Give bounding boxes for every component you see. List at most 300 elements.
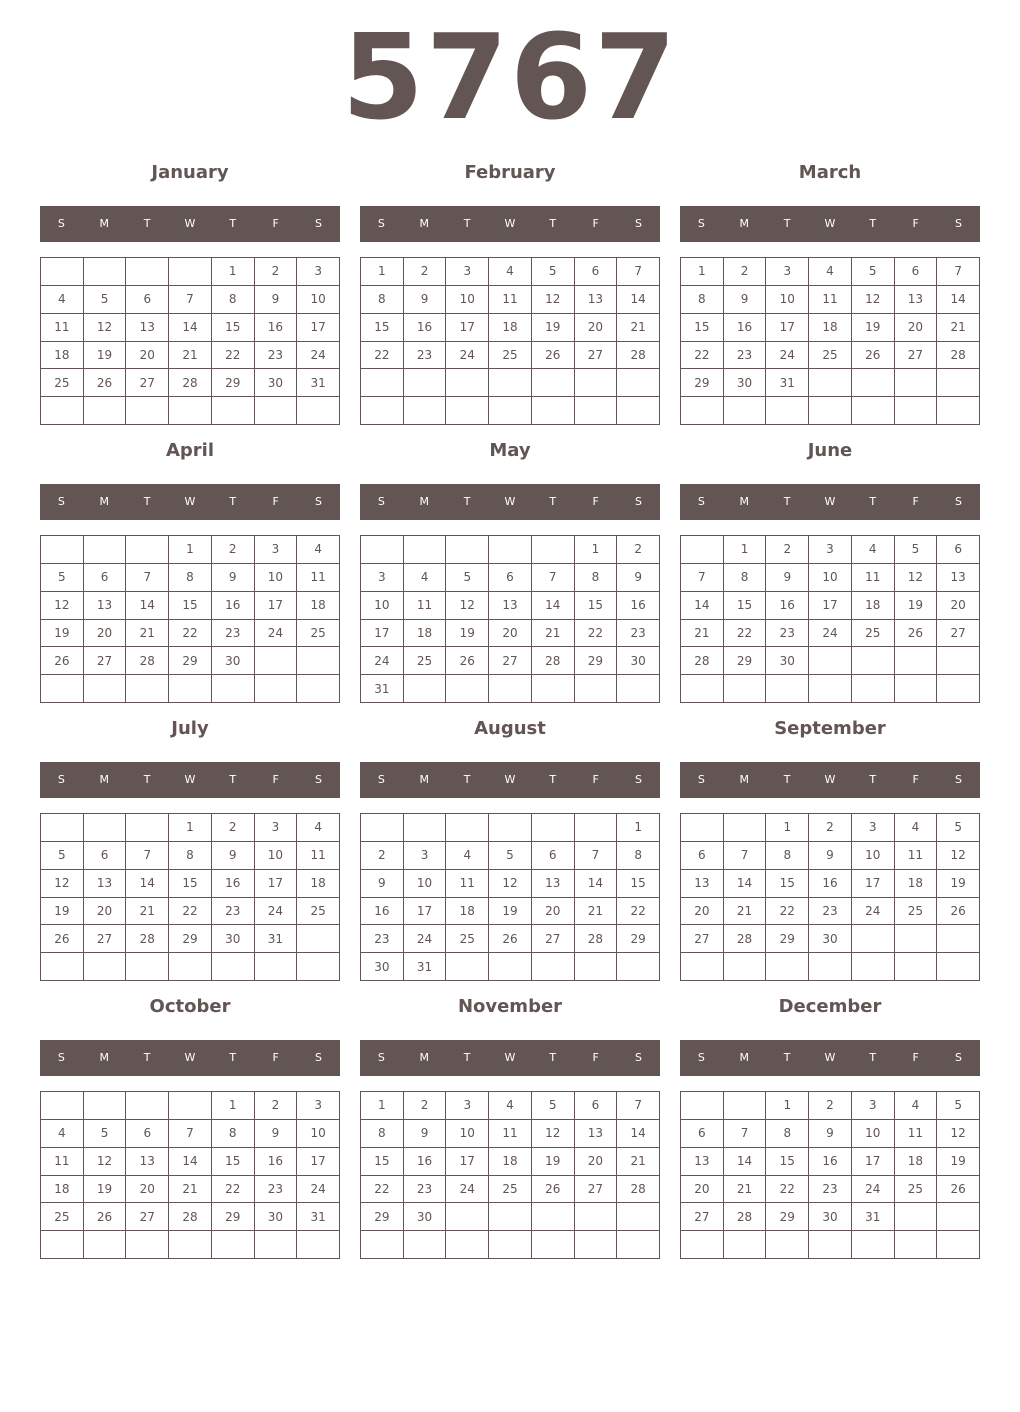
day-cell: 28 xyxy=(617,1176,660,1204)
weekday-label: T xyxy=(229,495,237,508)
day-cell: 9 xyxy=(212,842,255,870)
empty-cell xyxy=(41,675,84,703)
day-cell: 14 xyxy=(169,1148,212,1176)
empty-cell xyxy=(41,1231,84,1259)
empty-cell xyxy=(84,675,127,703)
day-cell: 22 xyxy=(361,1176,404,1204)
empty-cell xyxy=(84,1092,127,1120)
weekday-label: T xyxy=(869,1051,877,1064)
empty-cell xyxy=(681,953,724,981)
day-cell: 23 xyxy=(404,342,447,370)
day-cell: 4 xyxy=(297,536,340,564)
day-cell: 1 xyxy=(361,1092,404,1120)
day-cell: 27 xyxy=(681,1203,724,1231)
day-cell: 8 xyxy=(169,564,212,592)
weekday-label: T xyxy=(869,495,877,508)
day-grid xyxy=(360,257,660,425)
day-cell: 2 xyxy=(361,842,404,870)
empty-cell xyxy=(895,1203,938,1231)
empty-cell xyxy=(852,647,895,675)
day-cell: 27 xyxy=(575,1176,618,1204)
weekday-label: S xyxy=(697,773,705,786)
day-cell: 5 xyxy=(489,842,532,870)
day-cell: 28 xyxy=(937,342,980,370)
day-cell: 30 xyxy=(724,369,767,397)
weekday-label: T xyxy=(229,773,237,786)
day-cell: 7 xyxy=(126,564,169,592)
day-cell: 11 xyxy=(852,564,895,592)
empty-cell xyxy=(575,953,618,981)
day-cell: 15 xyxy=(766,870,809,898)
day-cell: 5 xyxy=(532,258,575,286)
day-cell: 25 xyxy=(41,369,84,397)
empty-cell xyxy=(937,675,980,703)
day-cell: 28 xyxy=(169,1203,212,1231)
weekday-label: S xyxy=(57,217,65,230)
month-name: May xyxy=(489,440,531,461)
day-cell: 22 xyxy=(169,898,212,926)
empty-cell xyxy=(126,953,169,981)
empty-cell xyxy=(489,814,532,842)
day-cell: 21 xyxy=(169,1176,212,1204)
empty-cell xyxy=(937,397,980,425)
day-cell: 30 xyxy=(404,1203,447,1231)
day-cell: 21 xyxy=(937,314,980,342)
day-cell: 15 xyxy=(575,592,618,620)
day-cell: 3 xyxy=(255,814,298,842)
empty-cell xyxy=(852,397,895,425)
day-cell: 18 xyxy=(446,898,489,926)
day-cell: 16 xyxy=(404,314,447,342)
day-cell: 22 xyxy=(361,342,404,370)
day-cell: 2 xyxy=(766,536,809,564)
month-name: April xyxy=(165,440,215,461)
day-cell: 12 xyxy=(532,1120,575,1148)
day-cell: 20 xyxy=(895,314,938,342)
weekday-label: W xyxy=(184,217,196,230)
day-cell: 5 xyxy=(446,564,489,592)
day-cell: 14 xyxy=(617,286,660,314)
weekday-label: S xyxy=(377,773,385,786)
empty-cell xyxy=(895,925,938,953)
day-cell: 30 xyxy=(361,953,404,981)
day-cell: 3 xyxy=(255,536,298,564)
day-cell: 9 xyxy=(212,564,255,592)
weekday-label: F xyxy=(592,217,599,230)
day-cell: 30 xyxy=(212,647,255,675)
day-cell: 15 xyxy=(212,314,255,342)
day-cell: 4 xyxy=(809,258,852,286)
day-cell: 16 xyxy=(617,592,660,620)
weekday-label: F xyxy=(272,773,279,786)
empty-cell xyxy=(361,814,404,842)
day-cell: 11 xyxy=(297,564,340,592)
weekday-label: F xyxy=(912,773,919,786)
weekday-label: F xyxy=(272,495,279,508)
day-cell: 21 xyxy=(617,314,660,342)
empty-cell xyxy=(681,397,724,425)
day-cell: 27 xyxy=(681,925,724,953)
day-cell: 7 xyxy=(126,842,169,870)
day-cell: 19 xyxy=(532,1148,575,1176)
day-cell: 11 xyxy=(895,1120,938,1148)
weekday-header xyxy=(40,484,340,520)
empty-cell xyxy=(404,369,447,397)
day-cell: 20 xyxy=(126,1176,169,1204)
empty-cell xyxy=(446,397,489,425)
weekday-label: T xyxy=(549,217,557,230)
day-cell: 26 xyxy=(532,342,575,370)
day-cell: 19 xyxy=(937,870,980,898)
day-cell: 19 xyxy=(937,1148,980,1176)
day-cell: 5 xyxy=(84,286,127,314)
day-cell: 6 xyxy=(84,842,127,870)
day-cell: 20 xyxy=(575,1148,618,1176)
day-cell: 25 xyxy=(446,925,489,953)
day-cell: 8 xyxy=(212,1120,255,1148)
day-cell: 1 xyxy=(212,258,255,286)
day-cell: 27 xyxy=(489,647,532,675)
day-cell: 20 xyxy=(84,898,127,926)
day-cell: 20 xyxy=(681,898,724,926)
empty-cell xyxy=(212,953,255,981)
empty-cell xyxy=(169,258,212,286)
weekday-label: M xyxy=(419,495,430,508)
day-cell: 3 xyxy=(446,258,489,286)
day-cell: 29 xyxy=(212,369,255,397)
empty-cell xyxy=(532,1231,575,1259)
weekday-label: F xyxy=(592,773,599,786)
empty-cell xyxy=(126,397,169,425)
day-cell: 22 xyxy=(212,1176,255,1204)
weekday-label: T xyxy=(229,217,237,230)
day-cell: 7 xyxy=(575,842,618,870)
day-cell: 19 xyxy=(532,314,575,342)
day-cell: 19 xyxy=(41,620,84,648)
day-cell: 6 xyxy=(575,1092,618,1120)
empty-cell xyxy=(404,397,447,425)
day-cell: 25 xyxy=(297,898,340,926)
day-cell: 3 xyxy=(852,814,895,842)
weekday-label: T xyxy=(549,495,557,508)
day-cell: 10 xyxy=(404,870,447,898)
day-cell: 4 xyxy=(852,536,895,564)
day-cell: 23 xyxy=(766,620,809,648)
weekday-label: S xyxy=(697,217,705,230)
day-cell: 18 xyxy=(41,1176,84,1204)
day-cell: 17 xyxy=(446,314,489,342)
empty-cell xyxy=(895,369,938,397)
empty-cell xyxy=(681,1092,724,1120)
day-cell: 11 xyxy=(41,314,84,342)
empty-cell xyxy=(489,536,532,564)
day-cell: 12 xyxy=(852,286,895,314)
day-cell: 21 xyxy=(532,620,575,648)
empty-cell xyxy=(361,536,404,564)
weekday-label: S xyxy=(954,1051,962,1064)
day-cell: 10 xyxy=(446,286,489,314)
weekday-label: T xyxy=(463,217,471,230)
weekday-label: W xyxy=(504,495,516,508)
weekday-label: S xyxy=(57,1051,65,1064)
weekday-header xyxy=(40,762,340,798)
day-cell: 30 xyxy=(766,647,809,675)
day-cell: 13 xyxy=(489,592,532,620)
empty-cell xyxy=(84,814,127,842)
day-cell: 18 xyxy=(297,870,340,898)
month-name: February xyxy=(464,162,556,183)
day-cell: 29 xyxy=(724,647,767,675)
empty-cell xyxy=(852,925,895,953)
empty-cell xyxy=(532,814,575,842)
day-grid xyxy=(680,535,980,703)
day-cell: 5 xyxy=(41,564,84,592)
day-cell: 17 xyxy=(852,870,895,898)
day-cell: 28 xyxy=(724,1203,767,1231)
day-cell: 11 xyxy=(489,1120,532,1148)
weekday-label: S xyxy=(377,1051,385,1064)
weekday-label: T xyxy=(143,217,151,230)
day-cell: 23 xyxy=(361,925,404,953)
day-cell: 1 xyxy=(617,814,660,842)
empty-cell xyxy=(84,397,127,425)
day-cell: 15 xyxy=(169,870,212,898)
day-cell: 22 xyxy=(766,1176,809,1204)
empty-cell xyxy=(404,536,447,564)
day-cell: 17 xyxy=(809,592,852,620)
empty-cell xyxy=(724,1231,767,1259)
day-cell: 12 xyxy=(895,564,938,592)
weekday-label: S xyxy=(634,495,642,508)
day-cell: 3 xyxy=(297,258,340,286)
day-cell: 25 xyxy=(297,620,340,648)
day-cell: 19 xyxy=(84,342,127,370)
day-cell: 10 xyxy=(446,1120,489,1148)
day-cell: 17 xyxy=(255,592,298,620)
weekday-label: M xyxy=(739,495,750,508)
day-cell: 16 xyxy=(809,1148,852,1176)
day-cell: 19 xyxy=(852,314,895,342)
day-cell: 6 xyxy=(575,258,618,286)
empty-cell xyxy=(724,397,767,425)
day-cell: 1 xyxy=(766,1092,809,1120)
empty-cell xyxy=(809,369,852,397)
month-name: August xyxy=(474,718,546,739)
day-cell: 29 xyxy=(169,647,212,675)
day-cell: 20 xyxy=(489,620,532,648)
day-cell: 8 xyxy=(617,842,660,870)
day-cell: 17 xyxy=(852,1148,895,1176)
empty-cell xyxy=(404,675,447,703)
day-cell: 7 xyxy=(617,1092,660,1120)
day-grid xyxy=(680,813,980,981)
weekday-label: W xyxy=(504,773,516,786)
day-cell: 18 xyxy=(852,592,895,620)
day-cell: 19 xyxy=(446,620,489,648)
day-cell: 27 xyxy=(126,1203,169,1231)
empty-cell xyxy=(126,258,169,286)
day-cell: 24 xyxy=(255,898,298,926)
day-cell: 6 xyxy=(681,1120,724,1148)
day-cell: 21 xyxy=(126,620,169,648)
weekday-label: S xyxy=(954,217,962,230)
day-cell: 29 xyxy=(681,369,724,397)
day-cell: 6 xyxy=(126,1120,169,1148)
day-cell: 24 xyxy=(255,620,298,648)
day-cell: 30 xyxy=(255,369,298,397)
weekday-label: F xyxy=(592,1051,599,1064)
day-cell: 18 xyxy=(895,870,938,898)
empty-cell xyxy=(724,814,767,842)
empty-cell xyxy=(575,675,618,703)
day-cell: 14 xyxy=(937,286,980,314)
weekday-label: M xyxy=(739,773,750,786)
empty-cell xyxy=(446,536,489,564)
day-grid xyxy=(360,1091,660,1259)
weekday-label: M xyxy=(99,217,110,230)
day-cell: 20 xyxy=(532,898,575,926)
empty-cell xyxy=(489,1203,532,1231)
day-cell: 14 xyxy=(575,870,618,898)
day-cell: 9 xyxy=(617,564,660,592)
day-cell: 3 xyxy=(297,1092,340,1120)
empty-cell xyxy=(297,675,340,703)
day-cell: 8 xyxy=(681,286,724,314)
day-cell: 23 xyxy=(809,898,852,926)
day-cell: 26 xyxy=(937,898,980,926)
day-cell: 12 xyxy=(532,286,575,314)
weekday-label: T xyxy=(549,1051,557,1064)
empty-cell xyxy=(255,953,298,981)
empty-cell xyxy=(681,536,724,564)
weekday-label: T xyxy=(143,1051,151,1064)
day-cell: 26 xyxy=(532,1176,575,1204)
day-cell: 5 xyxy=(532,1092,575,1120)
day-cell: 7 xyxy=(724,842,767,870)
empty-cell xyxy=(169,675,212,703)
empty-cell xyxy=(84,536,127,564)
day-cell: 25 xyxy=(895,898,938,926)
day-cell: 20 xyxy=(575,314,618,342)
day-cell: 1 xyxy=(575,536,618,564)
empty-cell xyxy=(84,953,127,981)
day-cell: 15 xyxy=(724,592,767,620)
day-cell: 24 xyxy=(361,647,404,675)
day-cell: 14 xyxy=(126,870,169,898)
day-cell: 29 xyxy=(766,1203,809,1231)
weekday-label: T xyxy=(463,773,471,786)
empty-cell xyxy=(809,675,852,703)
day-cell: 11 xyxy=(446,870,489,898)
empty-cell xyxy=(617,1203,660,1231)
day-cell: 21 xyxy=(575,898,618,926)
empty-cell xyxy=(41,258,84,286)
day-cell: 23 xyxy=(809,1176,852,1204)
day-cell: 9 xyxy=(404,286,447,314)
day-cell: 6 xyxy=(937,536,980,564)
empty-cell xyxy=(84,258,127,286)
day-cell: 13 xyxy=(126,1148,169,1176)
empty-cell xyxy=(489,953,532,981)
day-cell: 2 xyxy=(255,258,298,286)
weekday-header xyxy=(360,484,660,520)
weekday-label: W xyxy=(504,1051,516,1064)
day-grid xyxy=(360,813,660,981)
month-name: March xyxy=(798,162,862,183)
day-cell: 30 xyxy=(617,647,660,675)
day-cell: 7 xyxy=(937,258,980,286)
day-cell: 3 xyxy=(404,842,447,870)
empty-cell xyxy=(766,953,809,981)
day-cell: 15 xyxy=(361,1148,404,1176)
day-cell: 16 xyxy=(724,314,767,342)
day-cell: 22 xyxy=(169,620,212,648)
empty-cell xyxy=(446,1231,489,1259)
day-cell: 17 xyxy=(404,898,447,926)
day-cell: 30 xyxy=(212,925,255,953)
day-cell: 25 xyxy=(489,1176,532,1204)
day-cell: 18 xyxy=(489,314,532,342)
day-cell: 31 xyxy=(297,1203,340,1231)
day-cell: 23 xyxy=(724,342,767,370)
day-cell: 7 xyxy=(681,564,724,592)
empty-cell xyxy=(895,397,938,425)
day-cell: 27 xyxy=(937,620,980,648)
day-cell: 2 xyxy=(809,814,852,842)
day-cell: 16 xyxy=(212,870,255,898)
weekday-label: S xyxy=(57,495,65,508)
day-cell: 31 xyxy=(297,369,340,397)
day-cell: 4 xyxy=(297,814,340,842)
empty-cell xyxy=(532,953,575,981)
day-cell: 25 xyxy=(809,342,852,370)
empty-cell xyxy=(575,397,618,425)
day-cell: 10 xyxy=(297,286,340,314)
day-cell: 16 xyxy=(255,1148,298,1176)
empty-cell xyxy=(766,397,809,425)
empty-cell xyxy=(169,953,212,981)
day-cell: 12 xyxy=(937,842,980,870)
day-cell: 24 xyxy=(446,342,489,370)
day-cell: 21 xyxy=(724,898,767,926)
day-cell: 10 xyxy=(852,1120,895,1148)
empty-cell xyxy=(126,675,169,703)
day-cell: 24 xyxy=(809,620,852,648)
day-cell: 5 xyxy=(937,814,980,842)
empty-cell xyxy=(297,1231,340,1259)
day-cell: 28 xyxy=(169,369,212,397)
weekday-label: T xyxy=(463,1051,471,1064)
day-cell: 24 xyxy=(852,1176,895,1204)
weekday-label: S xyxy=(634,773,642,786)
day-cell: 2 xyxy=(617,536,660,564)
day-cell: 8 xyxy=(212,286,255,314)
day-cell: 3 xyxy=(809,536,852,564)
day-cell: 10 xyxy=(255,842,298,870)
day-cell: 18 xyxy=(895,1148,938,1176)
day-cell: 5 xyxy=(895,536,938,564)
day-cell: 29 xyxy=(361,1203,404,1231)
empty-cell xyxy=(532,536,575,564)
empty-cell xyxy=(617,369,660,397)
day-grid xyxy=(680,257,980,425)
day-cell: 12 xyxy=(489,870,532,898)
empty-cell xyxy=(724,953,767,981)
day-cell: 26 xyxy=(895,620,938,648)
day-cell: 5 xyxy=(852,258,895,286)
day-cell: 22 xyxy=(681,342,724,370)
day-cell: 2 xyxy=(809,1092,852,1120)
